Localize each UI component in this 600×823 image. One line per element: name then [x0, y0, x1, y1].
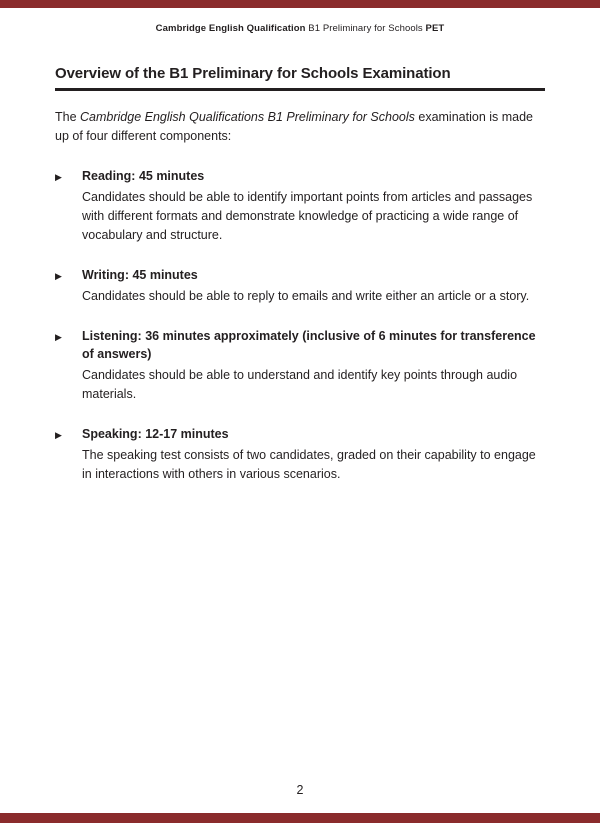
section-reading-heading: Reading: 45 minutes: [82, 169, 205, 183]
section-listening-heading: Listening: 36 minutes approximately (inclusive of 6 minutes for transference of answers): [82, 329, 536, 361]
section-listening-text: [82, 327, 545, 404]
section-writing-text: [82, 266, 545, 306]
triangle-bullet-icon: ▶: [55, 430, 62, 440]
top-edge-bar: [0, 0, 600, 8]
section-speaking-text: [82, 425, 545, 484]
running-header-pet: PET: [425, 23, 445, 34]
section-speaking: [55, 425, 545, 484]
section-listening: [55, 327, 545, 404]
section-writing-heading: Writing: 45 minutes: [82, 268, 198, 282]
page-number: 2: [296, 783, 304, 797]
intro-prefix: The: [55, 110, 81, 124]
section-reading-text: [82, 167, 545, 245]
section-reading-body: Candidates should be able to identify important points from articles and passages with different formats and demonstrate knowledge of practicing a wide range of vocabulary and structure.: [82, 190, 533, 242]
page-title: Overview of the B1 Preliminary for Schools Examination: [55, 65, 545, 91]
intro-exam-name-italic: Cambridge English Qualifications B1 Preliminary for Schools: [80, 110, 415, 124]
running-header-qualification: Cambridge English Qualification: [155, 23, 306, 34]
running-header-exam-name: B1 Preliminary for Schools: [305, 23, 426, 34]
triangle-bullet-icon: ▶: [55, 271, 62, 281]
triangle-bullet-icon: ▶: [55, 332, 62, 342]
section-writing-body: Candidates should be able to reply to emails and write either an article or a story.: [82, 289, 530, 303]
section-listening-body: Candidates should be able to understand and identify key points through audio materials.: [82, 368, 518, 401]
page-content: [55, 65, 545, 484]
section-speaking-body: The speaking test consists of two candidates, graded on their capability to engage in interactions with others in various scenarios.: [82, 448, 536, 481]
bottom-edge-bar: [0, 813, 600, 823]
section-reading: [55, 167, 545, 245]
section-speaking-heading: Speaking: 12-17 minutes: [82, 427, 229, 441]
intro-suffix: examination is made up of four different components:: [55, 110, 534, 143]
triangle-bullet-icon: ▶: [55, 172, 62, 182]
running-header: [0, 23, 600, 34]
intro-paragraph: [55, 108, 545, 146]
section-writing: [55, 266, 545, 306]
